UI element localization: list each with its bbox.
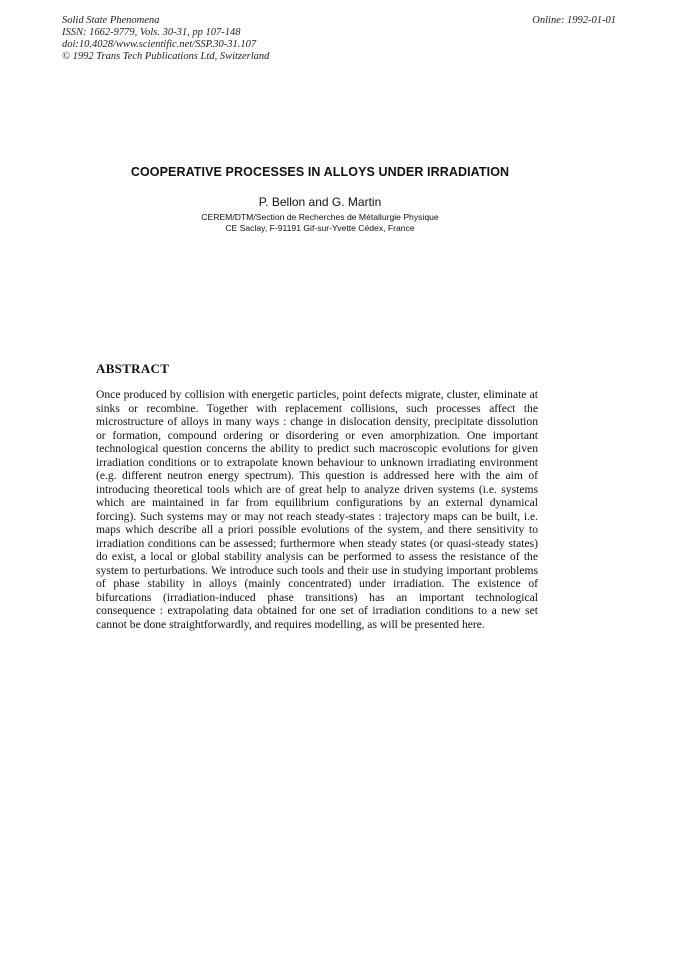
- online-date: Online: 1992-01-01: [532, 15, 616, 26]
- copyright-line: © 1992 Trans Tech Publications Ltd, Switzerland: [62, 51, 270, 62]
- publication-info: [62, 15, 442, 63]
- affiliation-line-2: CE Saclay, F-91191 Gif-sur-Yvette Cédex, France: [225, 223, 415, 233]
- affiliation-line-1: CEREM/DTM/Section de Recherches de Métallurgie Physique: [201, 212, 439, 222]
- abstract-heading: ABSTRACT: [96, 361, 170, 376]
- paper-authors: P. Bellon and G. Martin: [258, 195, 382, 209]
- abstract-text: Once produced by collision with energetic particles, point defects migrate, cluster, eliminate at sinks or recombine. Together with replacement collisions, such processes affect the microstructure of alloys in many ways : change in dislocation density, precipitate dissolution or formation, compound ordering or disordering or even amorphization. One important technological question concerns the ability to predict such macroscopic evolutions for given irradiation conditions or to extrapolate known behaviour to unknown irradiating environment (e.g. different neutron energy spectrum). This question is addressed here with the aim of introducing theoretical tools which are of great help to analyze driven systems (i.e. systems which are maintained in far from equilibrium configurations by an external dynamical forcing). Such systems may or may not reach steady-states : trajectory maps can be built, i.e. maps which describe all a priori possible evolutions of the system, and there sensitivity to irradiation conditions can be assessed; furthermore when steady states (or quasi-steady states) do exist, a local or global stability analysis can be performed to assess the resistance of the system to perturbations. We introduce such tools and their use in studying important problems of phase stability in alloys (mainly concentrated) under irradiation. The existence of bifurcations (irradiation-induced phase transitions) has an important technological consequence : extrapolating data obtained for one set of irradiation conditions to a new set cannot be done straightforwardly, and requires modelling, as will be presented here.: [96, 388, 538, 631]
- paper-title: COOPERATIVE PROCESSES IN ALLOYS UNDER IRRADIATION: [130, 165, 510, 179]
- doi-line: doi:10.4028/www.scientific.net/SSP.30-31.107: [62, 39, 257, 50]
- issn-line: ISSN: 1662-9779, Vols. 30-31, pp 107-148: [62, 27, 241, 38]
- journal-name: Solid State Phenomena: [62, 15, 160, 26]
